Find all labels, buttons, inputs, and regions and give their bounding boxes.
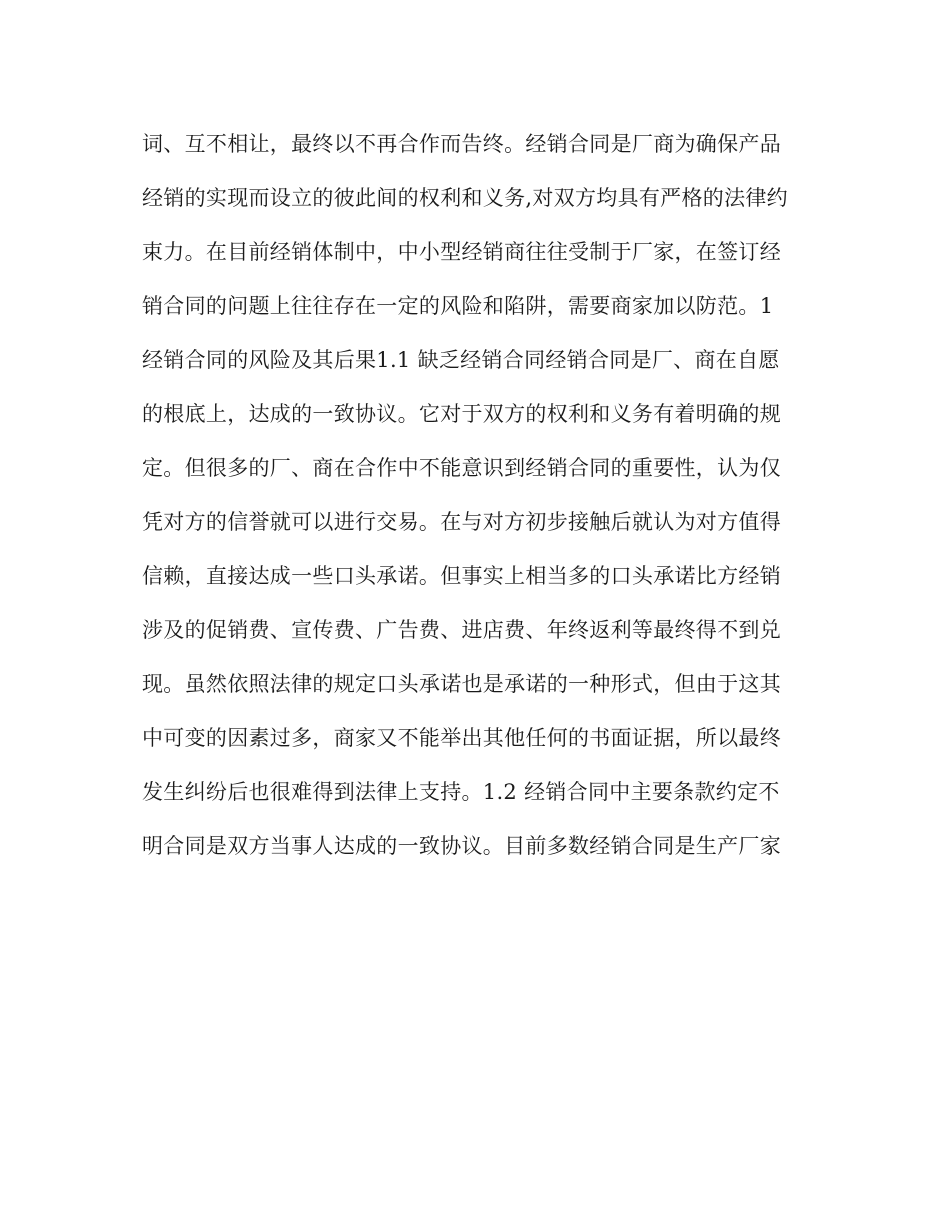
text-line: 销合同的问题上往往存在一定的风险和陷阱，需要商家加以防范。1: [142, 294, 774, 318]
text-line: 经销的实现而设立的彼此间的权利和义务,对双方均具有严格的法律约: [142, 186, 788, 210]
text-line: 词、互不相让，最终以不再合作而告终。经销合同是厂商为确保产品: [142, 132, 781, 156]
text-line: 发生纠纷后也很难得到法律上支持。1.2 经销合同中主要条款约定不: [142, 780, 780, 804]
text-line: 涉及的促销费、宣传费、广告费、进店费、年终返利等最终得不到兑: [142, 618, 781, 642]
text-line: 经销合同的风险及其后果1.1 缺乏经销合同经销合同是厂、商在自愿: [142, 348, 780, 372]
text-line: 凭对方的信誉就可以进行交易。在与对方初步接触后就认为对方值得: [142, 510, 781, 534]
text-line: 的根底上，达成的一致协议。它对于双方的权利和义务有着明确的规: [142, 402, 781, 426]
text-line: 信赖，直接达成一些口头承诺。但事实上相当多的口头承诺比方经销: [142, 564, 781, 588]
text-line: 束力。在目前经销体制中，中小型经销商往往受制于厂家，在签订经: [142, 240, 781, 264]
text-line: 定。但很多的厂、商在合作中不能意识到经销合同的重要性，认为仅: [142, 456, 781, 480]
body-text: [142, 117, 822, 873]
text-line: 明合同是双方当事人达成的一致协议。目前多数经销合同是生产厂家: [142, 834, 781, 858]
text-line: 中可变的因素过多，商家又不能举出其他任何的书面证据，所以最终: [142, 726, 781, 750]
text-line: 现。虽然依照法律的规定口头承诺也是承诺的一种形式，但由于这其: [142, 672, 781, 696]
